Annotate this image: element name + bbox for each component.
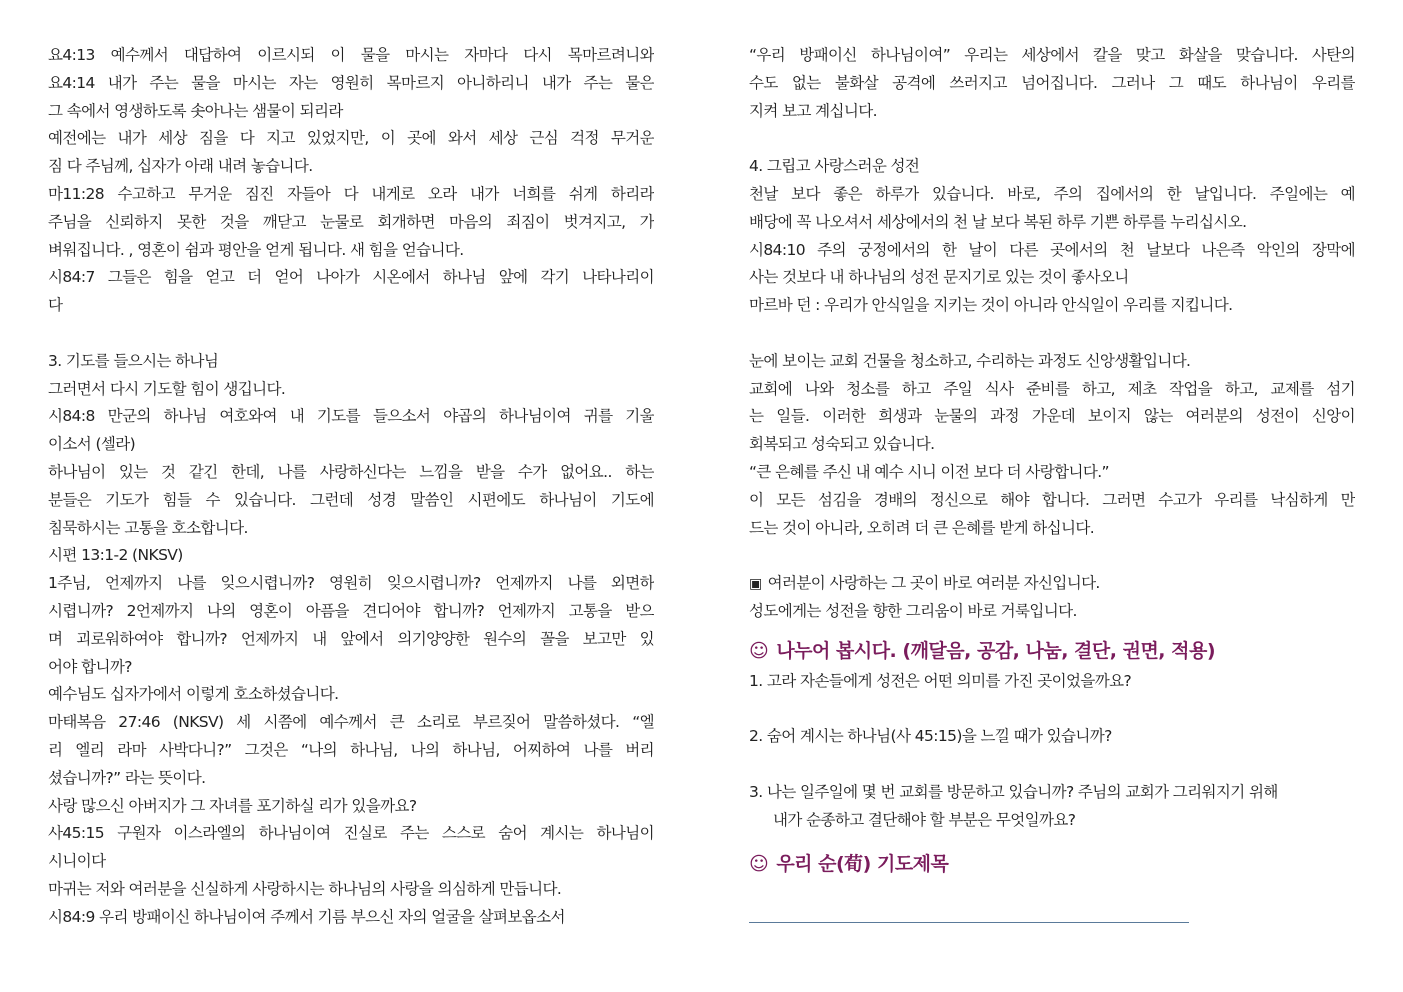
text-line: 며 괴로워하여야 합니까? 언제까지 내 앞에서 의기양양한 원수의 꼴을 보고만 있 — [48, 629, 654, 648]
smile-icon: ☺ — [749, 852, 769, 875]
text-line: “큰 은혜를 주신 내 예수 시니 이전 보다 더 사랑합니다.” — [749, 462, 1109, 481]
blank-line — [48, 320, 654, 348]
text-line: 하나님이 있는 것 같긴 한데, 나를 사랑하신다는 느낌을 받을 수가 없어요.. 하는 — [48, 462, 654, 481]
text-line: 시84:10 주의 궁정에서의 한 날이 다른 곳에서의 천 날보다 나은즉 악인의 장막에 — [749, 240, 1355, 259]
text-line: 예수님도 십자가에서 이렇게 호소하셨습니다. — [48, 685, 339, 704]
text-line: 눈에 보이는 교회 건물을 청소하고, 수리하는 과정도 신앙생활입니다. — [749, 351, 1191, 370]
text-line: 시84:8 만군의 하나님 여호와여 내 기도를 들으소서 야곱의 하나님이여 귀를 기울 — [48, 407, 654, 426]
text-line: 이 모든 섬김을 경배의 정신으로 해야 합니다. 그러면 수고가 우리를 낙심하게 만 — [749, 490, 1355, 509]
text-line: 지켜 보고 계십니다. — [749, 101, 877, 120]
text-line: 그러면서 다시 기도할 힘이 생깁니다. — [48, 379, 286, 398]
text-line: 리 엘리 라마 사박다니?” 그것은 “나의 하나님, 나의 하나님, 어찌하여 나를 버리 — [48, 740, 654, 759]
question-item: 2. 숨어 계시는 하나님(사 45:15)을 느낄 때가 있습니까? — [749, 727, 1112, 746]
text-line: 마귀는 저와 여러분을 신실하게 사랑하시는 하나님의 사랑을 의심하게 만듭니다. — [48, 879, 562, 898]
smile-icon: ☺ — [749, 639, 769, 662]
text-line: 그 속에서 영생하도록 솟아나는 샘물이 되리라 — [48, 101, 343, 120]
text-line: 회복되고 성숙되고 있습니다. — [749, 435, 935, 454]
text-line: 마11:28 수고하고 무거운 짐진 자들아 다 내게로 오라 내가 너희를 쉬게 하리라 — [48, 184, 654, 203]
blank-line — [749, 696, 1355, 724]
prayer-underline — [749, 922, 1189, 923]
prayer-heading-text: 우리 순(荀) 기도제목 — [776, 852, 949, 875]
share-heading — [749, 634, 1355, 668]
question-item: 1. 고라 자손들에게 성전은 어떤 의미를 가진 곳이었을까요? — [749, 671, 1132, 690]
question-item: 내가 순종하고 결단해야 할 부분은 무엇일까요? — [773, 810, 1076, 829]
text-line: 천날 보다 좋은 하루가 있습니다. 바로, 주의 집에서의 한 날입니다. 주일에는 예 — [749, 184, 1355, 203]
share-heading-text: 나누어 봅시다. (깨달음, 공감, 나눔, 결단, 권면, 적용) — [776, 639, 1216, 662]
text-line: 시84:9 우리 방패이신 하나님이여 주께서 기름 부으신 자의 얼굴을 살펴보옵소서 — [48, 907, 565, 926]
section-title: 3. 기도를 들으시는 하나님 — [48, 351, 219, 370]
text-line: 교회에 나와 청소를 하고 주일 식사 준비를 하고, 제초 작업을 하고, 교제를 섬기 — [749, 379, 1355, 398]
text-line: 시84:7 그들은 힘을 얻고 더 얻어 나아가 시온에서 하나님 앞에 각기 나타나리이 — [48, 268, 654, 287]
text-line: 드는 것이 아니라, 오히려 더 큰 은혜를 받게 하십니다. — [749, 518, 1095, 537]
text-line: “우리 방패이신 하나님이여” 우리는 세상에서 칼을 맞고 화살을 맞습니다. 사탄의 — [749, 46, 1355, 64]
text-line: 사는 것보다 내 하나님의 성전 문지기로 있는 것이 좋사오니 — [749, 268, 1129, 287]
left-column — [48, 42, 654, 932]
text-line: 이소서 (셀라) — [48, 435, 136, 454]
blank-line — [749, 542, 1355, 570]
right-column — [749, 42, 1355, 881]
text-line: 수도 없는 불화살 공격에 쓰러지고 넘어집니다. 그러나 그 때도 하나님이 우리를 — [749, 73, 1355, 92]
blank-line — [749, 751, 1355, 779]
text-line: 사랑 많으신 아버지가 그 자녀를 포기하실 리가 있을까요? — [48, 796, 417, 815]
blank-line — [749, 320, 1355, 348]
text-line: 시니이다 — [48, 852, 106, 871]
text-line: 성도에게는 성전을 향한 그리움이 바로 거룩입니다. — [749, 601, 1077, 620]
text-line: 1주님, 언제까지 나를 잊으시렵니까? 영원히 잊으시렵니까? 언제까지 나를 외면하 — [48, 574, 654, 593]
prayer-heading — [749, 847, 1355, 881]
box-line — [749, 570, 1355, 598]
text-line: 주님을 신뢰하지 못한 것을 깨닫고 눈물로 회개하면 마음의 죄짐이 벗겨지고, 가 — [48, 212, 654, 231]
text-line: 사45:15 구원자 이스라엘의 하나님이여 진실로 주는 스스로 숨어 계시는 하나님이 — [48, 824, 654, 843]
text-line: 짐 다 주님께, 십자가 아래 내려 놓습니다. — [48, 157, 313, 176]
text-line: 마태복음 27:46 (NKSV) 세 시쯤에 예수께서 큰 소리로 부르짖어 말씀하셨다. “엘 — [48, 713, 654, 732]
blank-line — [749, 125, 1355, 153]
text-line: 는 일들. 이러한 희생과 눈물의 과정 가운데 보이지 않는 여러분의 성전이 신앙이 — [749, 407, 1355, 426]
text-line: 마르바 던 : 우리가 안식일을 지키는 것이 아니라 안식일이 우리를 지킵니다. — [749, 296, 1233, 315]
text-line: 요4:13 예수께서 대답하여 이르시되 이 물을 마시는 자마다 다시 목마르려니와 — [48, 46, 654, 64]
text-line: 분들은 기도가 힘들 수 있습니다. 그런데 성경 말씀인 시편에도 하나님이 기도에 — [48, 490, 654, 509]
text-line: 다 — [48, 296, 63, 315]
section-title: 4. 그립고 사랑스러운 성전 — [749, 157, 920, 176]
text-line: 어야 합니까? — [48, 657, 132, 676]
text-line: 벼워집니다. , 영혼이 쉼과 평안을 얻게 됩니다. 새 힘을 얻습니다. — [48, 240, 464, 259]
text-line: 시렵니까? 2언제까지 나의 영혼이 아픔을 견디어야 합니까? 언제까지 고통을 받으 — [48, 601, 654, 620]
text-line: 예전에는 내가 세상 짐을 다 지고 있었지만, 이 곳에 와서 세상 근심 걱정 무거운 — [48, 129, 654, 148]
text-line: 침묵하시는 고통을 호소합니다. — [48, 518, 248, 537]
box-line-text: 여러분이 사랑하는 그 곳이 바로 여러분 자신입니다. — [767, 574, 1100, 593]
text-line: 배당에 꼭 나오셔서 세상에서의 천 날 보다 복된 하루 기쁜 하루를 누리십시오. — [749, 212, 1247, 231]
text-line: 요4:14 내가 주는 물을 마시는 자는 영원히 목마르지 아니하리니 내가 주는 물은 — [48, 73, 654, 92]
question-item: 3. 나는 일주일에 몇 번 교회를 방문하고 있습니까? 주님의 교회가 그리워지기 위해 — [749, 782, 1278, 801]
square-bullet-icon: ▣ — [749, 576, 762, 593]
text-line: 셨습니까?” 라는 뜻이다. — [48, 768, 206, 787]
text-line: 시편 13:1-2 (NKSV) — [48, 546, 183, 565]
